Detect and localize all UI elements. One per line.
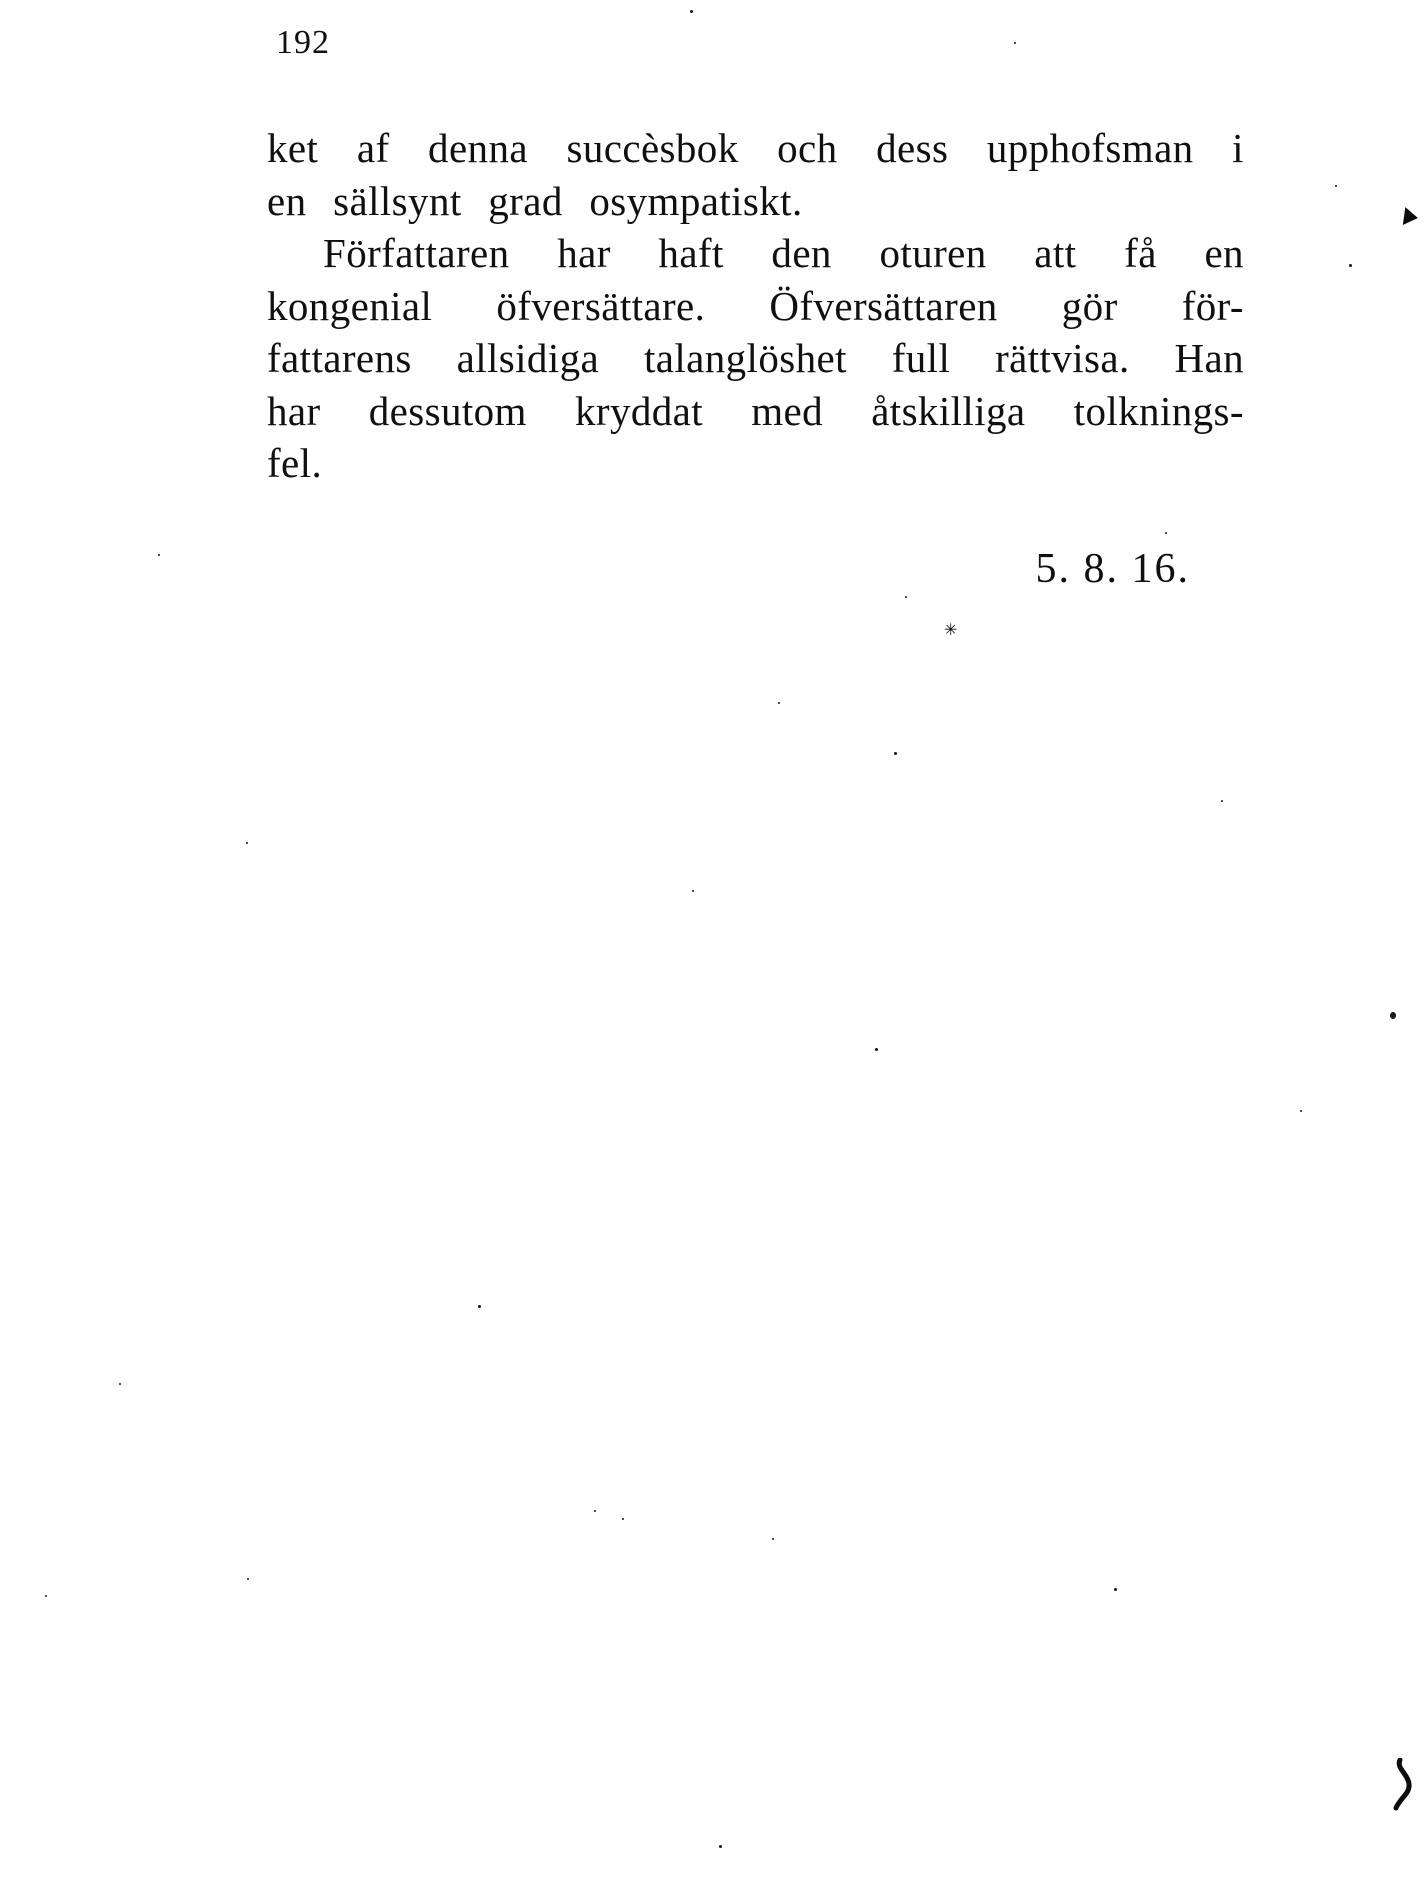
text-line: en sällsynt grad osympatiskt. <box>267 177 803 224</box>
scan-speck <box>875 1048 878 1051</box>
page-number: 192 <box>276 24 330 61</box>
body-text <box>267 122 1244 490</box>
scan-speck <box>1114 1588 1117 1591</box>
scan-speck <box>1335 185 1337 187</box>
scan-speck <box>905 596 907 598</box>
scan-artifact-blob <box>1403 207 1419 227</box>
text-line: kongenial öfversättare. Öfversättaren gör för- <box>267 282 1244 329</box>
scan-speck <box>1221 800 1223 802</box>
scan-speck <box>1165 532 1167 534</box>
scan-speck <box>719 1845 722 1848</box>
scan-speck <box>158 554 160 556</box>
text-line: ket af denna succèsbok och dess upphofsman i <box>267 125 1244 171</box>
dateline: 5. 8. 16. <box>1035 546 1190 592</box>
scan-speck <box>778 702 780 704</box>
scan-speck <box>1014 42 1016 44</box>
scan-speck <box>692 890 694 892</box>
scan-speck <box>478 1305 481 1308</box>
scan-speck <box>594 1510 596 1512</box>
scan-speck <box>1390 1012 1396 1019</box>
scan-speck <box>772 1538 774 1540</box>
scan-speck <box>1300 1110 1302 1112</box>
scan-artifact-asterisk: ✳ <box>944 620 958 639</box>
text-line: Författaren har haft den oturen att få en <box>323 230 1244 276</box>
scan-speck <box>119 1383 121 1385</box>
scan-speck <box>246 842 248 844</box>
text-line: har dessutom kryddat med åtskilliga tolknings- <box>267 387 1244 434</box>
scan-speck <box>45 1595 47 1597</box>
scan-speck <box>622 1518 624 1520</box>
text-line: fattarens allsidiga talanglöshet full rättvisa. Han <box>267 335 1244 381</box>
scan-speck <box>247 1578 249 1580</box>
scan-artifact-squiggle <box>1392 1758 1414 1814</box>
scan-speck <box>1349 264 1352 267</box>
scan-speck <box>894 752 897 755</box>
scan-speck <box>690 10 693 13</box>
text-line: fel. <box>267 440 323 486</box>
